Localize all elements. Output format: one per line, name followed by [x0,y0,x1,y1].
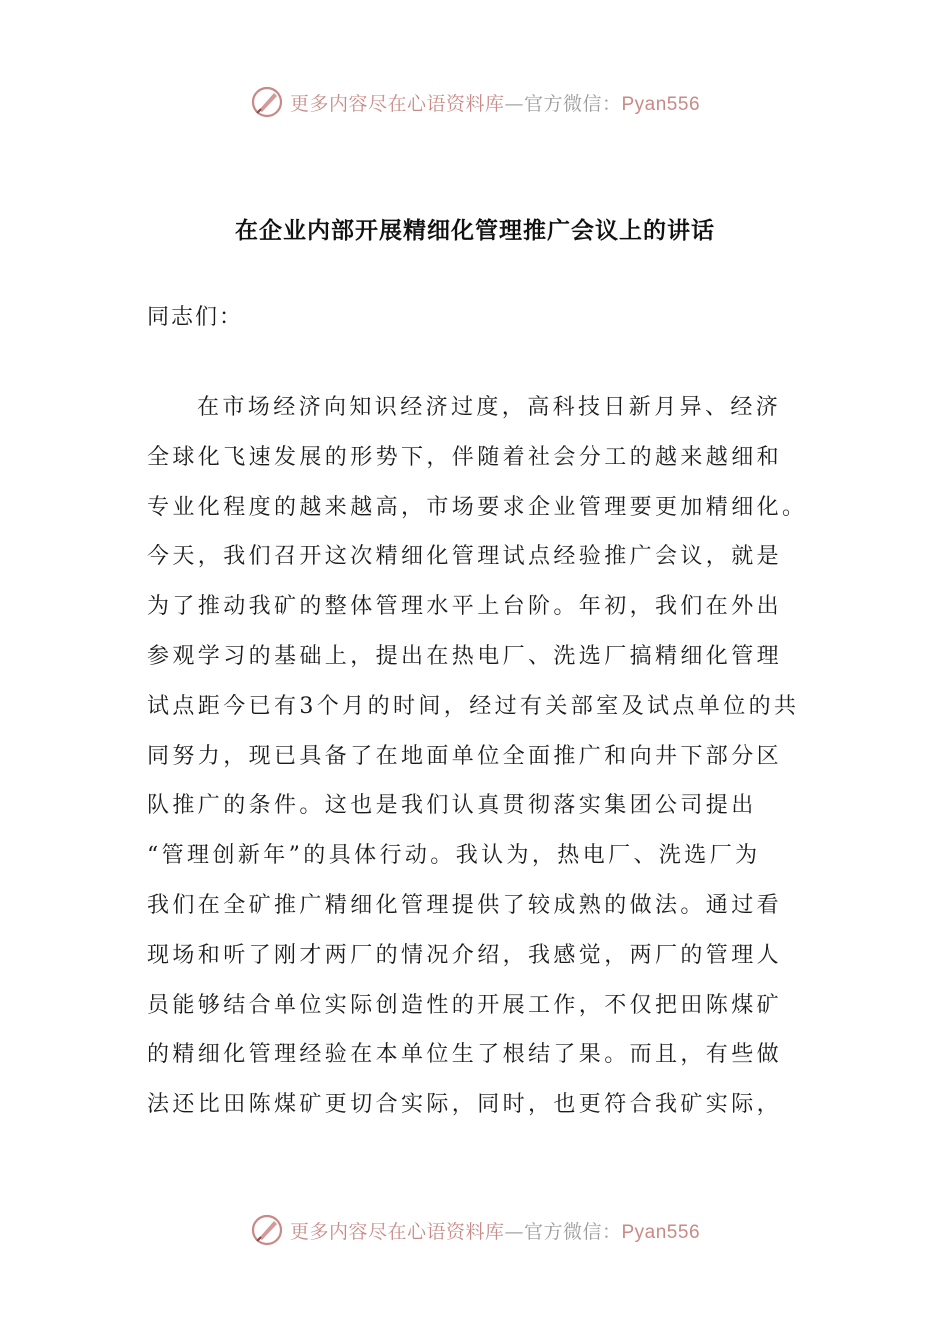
watermark-main: 更多内容尽在心语资料库 [289,92,505,115]
body-line: 我们在全矿推广精细化管理提供了较成熟的做法。通过看 [147,892,783,918]
body-line: 队推广的条件。这也是我们认真贯彻落实集团公司提出 [147,793,757,819]
body-line: 员能够结合单位实际创造性的开展工作，不仅把田陈煤矿 [147,992,783,1018]
watermark-wechat-id: Pyan556 [621,1221,701,1243]
body-line: 专业化程度的越来越高，市场要求企业管理要更加精细化。 [147,494,808,520]
watermark-label: 官方微信： [523,1220,622,1243]
header-watermark [0,84,950,120]
quill-logo-icon [250,85,284,119]
body-line: 试点距今已有3个月的时间，经过有关部室及试点单位的共 [147,693,800,719]
document-body [147,383,827,1130]
body-line: 全球化飞速发展的形势下，伴随着社会分工的越来越细和 [147,444,783,470]
watermark-label: 官方微信： [523,92,622,115]
watermark-dash: — [504,92,524,115]
footer-watermark [0,1212,950,1248]
watermark-dash: — [504,1220,524,1243]
watermark-wechat-id: Pyan556 [621,93,701,115]
watermark-main: 更多内容尽在心语资料库 [289,1220,505,1243]
body-line: 参观学习的基础上，提出在热电厂、洗选厂搞精细化管理 [147,643,783,669]
watermark-text [290,89,700,116]
body-line: 为了推动我矿的整体管理水平上台阶。年初，我们在外出 [147,594,783,620]
salutation: 同志们： [147,305,244,330]
quill-logo-icon [250,1213,284,1247]
body-line: 在市场经济向知识经济过度，高科技日新月异、经济 [197,395,782,420]
body-line: 的精细化管理经验在本单位生了根结了果。而且，有些做 [147,1042,783,1068]
document-title: 在企业内部开展精细化管理推广会议上的讲话 [235,217,715,244]
body-line: 现场和听了刚才两厂的情况介绍，我感觉，两厂的管理人 [147,942,783,968]
body-line: 同努力，现已具备了在地面单位全面推广和向井下部分区 [147,743,783,769]
watermark-text [290,1217,700,1244]
body-line: 今天，我们召开这次精细化管理试点经验推广会议，就是 [147,544,783,570]
body-line: 法还比田陈煤矿更切合实际，同时，也更符合我矿实际， [147,1092,783,1118]
body-line: “管理创新年”的具体行动。我认为，热电厂、洗选厂为 [147,843,761,869]
